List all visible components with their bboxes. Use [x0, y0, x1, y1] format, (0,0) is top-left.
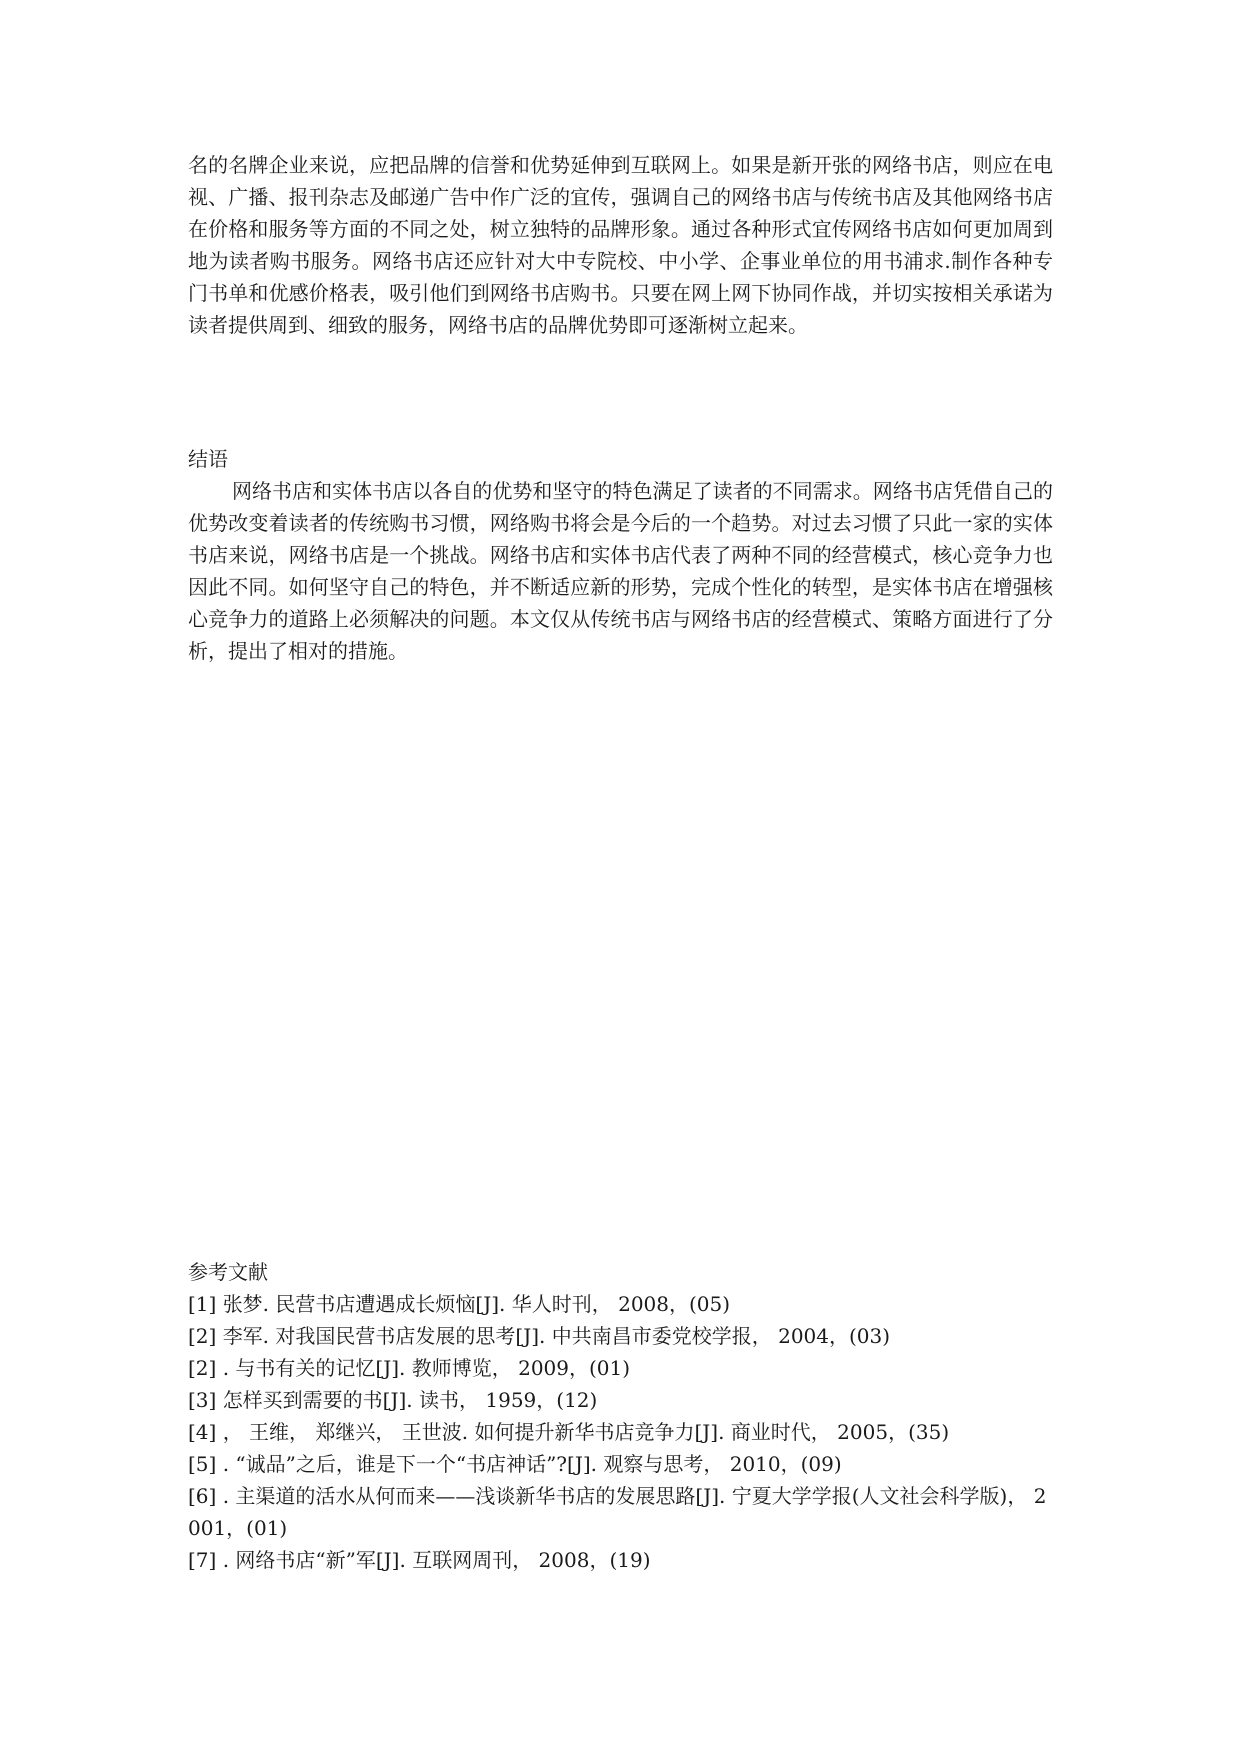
- conclusion-section: [188, 475, 1053, 667]
- reference-item: [1] 张梦. 民营书店遭遇成长烦恼[J]. 华人时刊， 2008，(05): [188, 1292, 731, 1316]
- intro-section: [188, 149, 1053, 341]
- conclusion-paragraph: 网络书店和实体书店以各自的优势和坚守的特色满足了读者的不同需求。网络书店凭借自己的优势改变着读者的传统购书习惯，网络购书将会是今后的一个趋势。对过去习惯了只此一家的实体书店来说，网络书店是一个挑战。网络书店和实体书店代表了两种不同的经营模式，核心竞争力也因此不同。如何坚守自己的特色，并不断适应新的形势，完成个性化的转型，是实体书店在增强核心竞争力的道路上必须解决的问题。本文仅从传统书店与网络书店的经营模式、策略方面进行了分析，提出了相对的措施。: [188, 479, 1053, 663]
- reference-item: [3] 怎样买到需要的书[J]. 读书， 1959，(12): [188, 1388, 598, 1412]
- reference-item: [4] ， 王维， 郑继兴， 王世波. 如何提升新华书店竞争力[J]. 商业时代， 2005，(35): [188, 1420, 950, 1444]
- references-heading: 参考文献: [188, 1260, 268, 1284]
- intro-paragraph: 名的名牌企业来说，应把品牌的信誉和优势延伸到互联网上。如果是新开张的网络书店，则应在电视、广播、报刊杂志及邮递广告中作广泛的宜传，强调自己的网络书店与传统书店及其他网络书店在价格和服务等方面的不同之处，树立独特的品牌形象。通过各种形式宜传网络书店如何更加周到地为读者购书服务。网络书店还应针对大中专院校、中小学、企事业单位的用书浦求.制作各种专门书单和优感价格表，吸引他们到网络书店购书。只要在网上网下协同作战，并切实按相关承诺为读者提供周到、细致的服务，网络书店的品牌优势即可逐渐树立起来。: [188, 153, 1053, 337]
- conclusion-heading: 结语: [188, 447, 228, 471]
- reference-item: [7] . 网络书店“新”军[J]. 互联网周刊， 2008，(19): [188, 1548, 651, 1572]
- reference-item: [5] . “诚品”之后，谁是下一个“书店神话”?[J]. 观察与思考， 2010，(09): [188, 1452, 842, 1476]
- reference-item: [2] 李军. 对我国民营书店发展的思考[J]. 中共南昌市委党校学报， 2004，(03): [188, 1324, 891, 1348]
- references-list: [188, 1288, 1053, 1576]
- reference-item: [2] . 与书有关的记忆[J]. 教师博览， 2009，(01): [188, 1356, 631, 1380]
- reference-item: [6] . 主渠道的活水从何而来——浅谈新华书店的发展思路[J]. 宁夏大学学报(人文社会科学版)， 2001，(01): [188, 1484, 1047, 1540]
